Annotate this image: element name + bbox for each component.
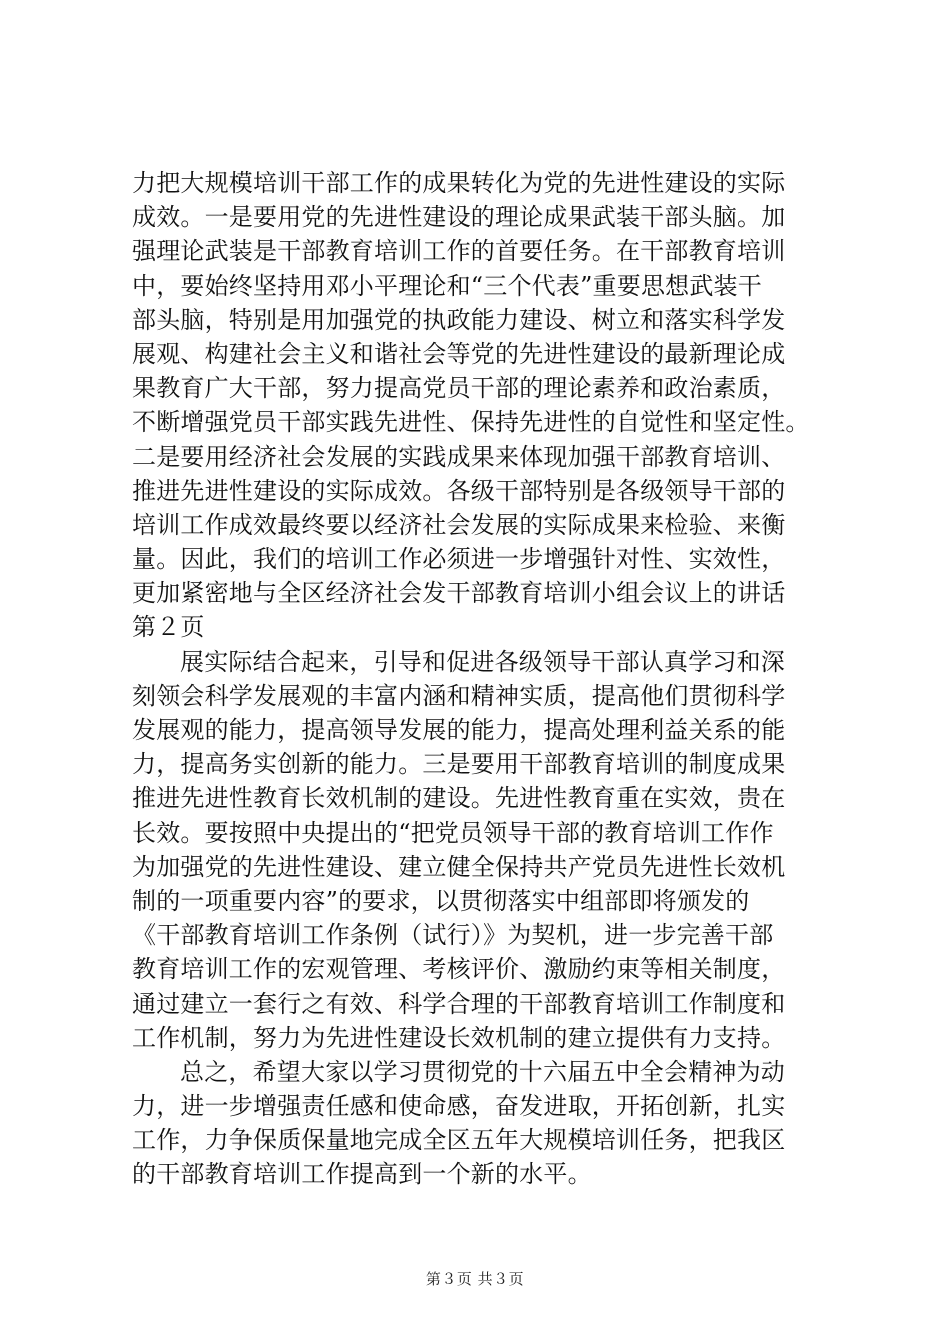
text-line: 更加紧密地与全区经济社会发干部教育培训小组会议上的讲话: [132, 579, 786, 608]
text-line: 培训工作成效最终要以经济社会发展的实际成果来检验、来衡: [132, 510, 786, 539]
text-line: 第２页: [132, 613, 205, 642]
text-line: 工作，力争保质保量地完成全区五年大规模培训任务，把我区: [132, 1126, 786, 1155]
text-line: 二是要用经济社会发展的实践成果来体现加强干部教育培训、: [132, 442, 786, 471]
text-line: 力把大规模培训干部工作的成果转化为党的先进性建设的实际: [132, 169, 786, 197]
text-line: 强理论武装是干部教育培训工作的首要任务。在干部教育培训: [132, 237, 786, 266]
text-line: 力，进一步增强责任感和使命感，奋发进取，开拓创新，扎实: [132, 1092, 786, 1121]
text-line: 中，要始终坚持用邓小平理论和“三个代表”重要思想武装干: [132, 271, 762, 300]
text-line: 工作机制，努力为先进性建设长效机制的建立提供有力支持。: [132, 1023, 786, 1052]
text-line: 展观、构建社会主义和谐社会等党的先进性建设的最新理论成: [132, 339, 786, 368]
paragraph-start-line: 总之，希望大家以学习贯彻党的十六届五中全会精神为动: [180, 1057, 785, 1086]
paragraph-start-line: 展实际结合起来，引导和促进各级领导干部认真学习和深: [180, 647, 785, 676]
text-line: 量。因此，我们的培训工作必须进一步增强针对性、实效性，: [132, 545, 786, 574]
text-line: 果教育广大干部，努力提高党员干部的理论素养和政治素质，: [132, 374, 786, 403]
text-line: 制的一项重要内容”的要求，以贯彻落实中组部即将颁发的: [132, 886, 750, 915]
text-line: 长效。要按照中央提出的“把党员领导干部的教育培训工作作: [132, 818, 774, 847]
text-line: 的干部教育培训工作提高到一个新的水平。: [132, 1160, 592, 1189]
text-line: 刻领会科学发展观的丰富内涵和精神实质，提高他们贯彻科学: [132, 681, 786, 710]
text-line: 部头脑，特别是用加强党的执政能力建设、树立和落实科学发: [132, 305, 786, 334]
text-line: 教育培训工作的宏观管理、考核评价、激励约束等相关制度，: [132, 955, 786, 984]
text-line: 推进先进性建设的实际成效。各级干部特别是各级领导干部的: [132, 476, 786, 505]
document-body: [132, 166, 828, 1192]
text-line: 力，提高务实创新的能力。三是要用干部教育培训的制度成果: [132, 750, 786, 779]
text-line: 发展观的能力，提高领导发展的能力，提高处理利益关系的能: [132, 716, 786, 744]
page-footer: 第３页 共３页: [425, 1270, 525, 1288]
text-line: 《干部教育培训工作条例（试行）》为契机，进一步完善干部: [132, 921, 774, 950]
text-line: 成效。一是要用党的先进性建设的理论成果武装干部头脑。加: [132, 203, 786, 232]
text-line: 为加强党的先进性建设、建立健全保持共产党员先进性长效机: [132, 852, 786, 881]
text-line: 不断增强党员干部实践先进性、保持先进性的自觉性和坚定性。: [132, 408, 810, 437]
text-line: 通过建立一套行之有效、科学合理的干部教育培训工作制度和: [132, 989, 786, 1018]
text-line: 推进先进性教育长效机制的建设。先进性教育重在实效，贵在: [132, 784, 786, 813]
